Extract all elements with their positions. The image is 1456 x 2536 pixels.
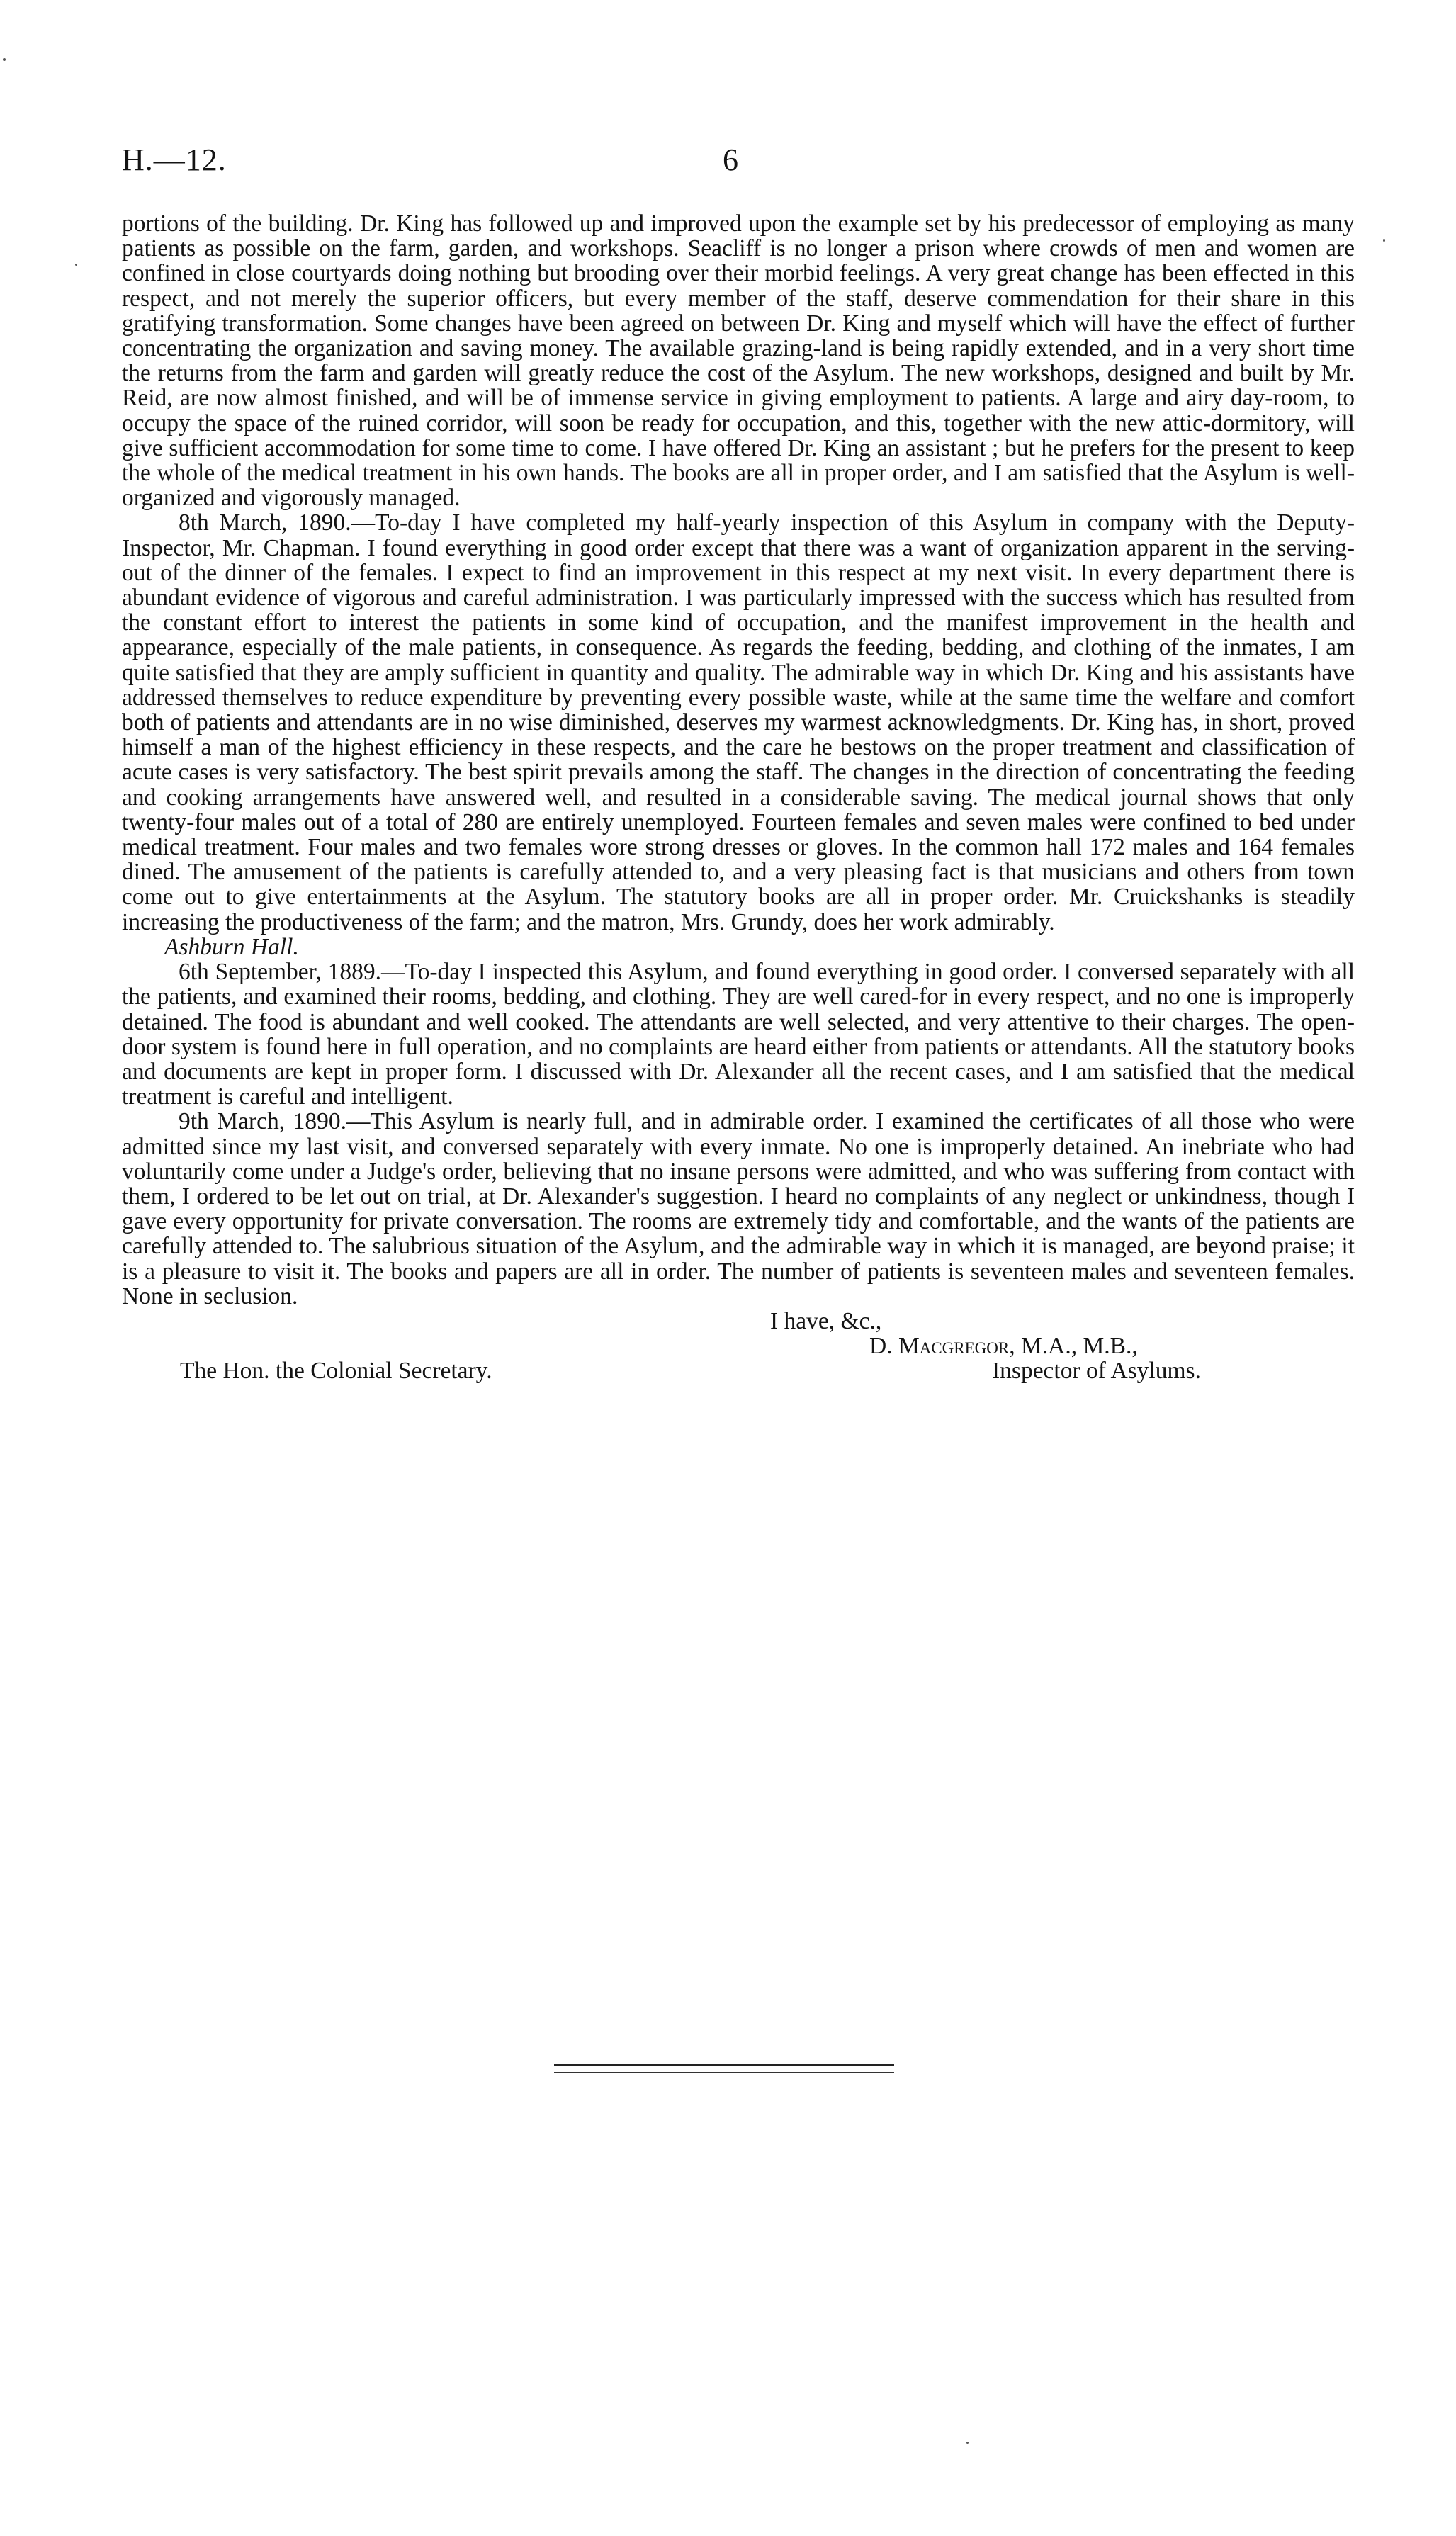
addressee: The Hon. the Colonial Secretary.: [180, 1357, 492, 1384]
signer-title: Inspector of Asylums.: [992, 1357, 1201, 1384]
signer-name: D. Macgregor, M.A., M.B.,: [869, 1332, 1138, 1359]
page-number: 6: [723, 142, 738, 177]
scan-speck: [966, 2442, 969, 2444]
end-rule-divider: [554, 2064, 894, 2073]
section-heading-ashburn-hall: Ashburn Hall.: [164, 933, 299, 960]
ashburn-paragraph-march-1890: 9th March, 1890.—This Asylum is nearly full, and in admirable order. I examined the certificates of all those who were admitted since my last visit, and conversed separately with every inmate. No one is improperly detained. An inebriate who had voluntarily come under a Judge's order, believing that no insane persons were admitted, and who was suffering from contact with them, I ordered to be let out on trial, at Dr. Alexander's suggestion. I heard no complaints of any neglect or unkindness, though I gave every opportunity for private conversation. The rooms are extremely tidy and comfortable, and the wants of the patients are carefully attended to. The salubrious situation of the Asylum, and the admirable way in which it is managed, are beyond praise; it is a pleasure to visit it. The books and papers are all in order. The number of patients is seventeen males and seventeen females. None in seclusion.: [122, 1108, 1355, 1309]
scan-speck: [3, 58, 6, 61]
letter-closing: [122, 1309, 1355, 1387]
document-reference: H.—12.: [122, 142, 227, 177]
seacliff-paragraph-march-1890: 8th March, 1890.—To-day I have completed my half-yearly inspection of this Asylum in company with the Deputy-Inspector, Mr. Chapman. I found everything in good order except that there was a want of organization apparent in the serving-out of the dinner of the females. I expect to find an improvement in this respect at my next visit. In every department there is abundant evidence of vigorous and careful administration. I was particularly impressed with the success which has resulted from the constant effort to interest the patients in some kind of occupation, and the manifest improvement in the health and appearance, especially of the male patients, in consequence. As regards the feeding, bedding, and clothing of the inmates, I am quite satisfied that they are amply sufficient in quantity and quality. The admirable way in which Dr. King and his assistants have addressed themselves to reduce expenditure by preventing every possible waste, while at the same time the welfare and comfort both of patients and attendants are in no wise diminished, deserves my warmest acknowledgments. Dr. King has, in short, proved himself a man of the highest efficiency in these respects, and the care he bestows on the proper treatment and classification of acute cases is very satisfactory. The best spirit prevails among the staff. The changes in the direction of concentrating the feeding and cooking arrangements have answered well, and resulted in a considerable saving. The medical journal shows that only twenty-four males out of a total of 280 are entirely unemployed. Fourteen females and seven males were confined to bed under medical treatment. Four males and two females wore strong dresses or gloves. In the common hall 172 males and 164 females dined. The amusement of the patients is carefully attended to, and a very pleasing fact is that musicians and others from town come out to give entertainments at the Asylum. The statutory books are all in proper order. Mr. Cruickshanks is steadily increasing the productiveness of the farm; and the matron, Mrs. Grundy, does her work admirably.: [122, 509, 1355, 935]
closing-salutation: I have, &c.,: [770, 1307, 882, 1334]
page-header: [122, 142, 1369, 191]
report-body: [122, 211, 1355, 1387]
seacliff-paragraph-continued: portions of the building. Dr. King has followed up and improved upon the example set by his predecessor of employing as many patients as possible on the farm, garden, and workshops. Seacliff is no longer a prison where crowds of men and women are confined in close courtyards doing nothing but brooding over their morbid feelings. A very great change has been effected in this respect, and not merely the superior officers, but every member of the staff, deserve commendation for their share in this gratifying transformation. Some changes have been agreed on between Dr. King and myself which will have the effect of further concentrating the organization and saving money. The available grazing-land is being rapidly extended, and in a very short time the returns from the farm and garden will greatly reduce the cost of the Asylum. The new workshops, designed and built by Mr. Reid, are now almost finished, and will be of immense service in giving employment to patients. A large and airy day-room, to occupy the space of the ruined corridor, will soon be ready for occupation, and this, together with the new attic-dormitory, will give sufficient accommodation for some time to come. I have offered Dr. King an assistant ; but he prefers for the present to keep the whole of the medical treatment in his own hands. The books are all in proper order, and I am satisfied that the Asylum is well-organized and vigorously managed.: [122, 210, 1355, 512]
scan-speck: [75, 264, 77, 266]
scan-speck: [1383, 239, 1385, 242]
ashburn-paragraph-september-1889: 6th September, 1889.—To-day I inspected this Asylum, and found everything in good order. I conversed separately with all the patients, and examined their rooms, bedding, and clothing. They are well cared-for in every respect, and no one is improperly detained. The food is abundant and well cooked. The attendants are well selected, and very attentive to their charges. The open-door system is found here in full operation, and no complaints are heard either from patients or attendants. All the statutory books and documents are kept in proper form. I discussed with Dr. Alexander all the recent cases, and I am satisfied that the medical treatment is careful and intelligent.: [122, 959, 1355, 1110]
